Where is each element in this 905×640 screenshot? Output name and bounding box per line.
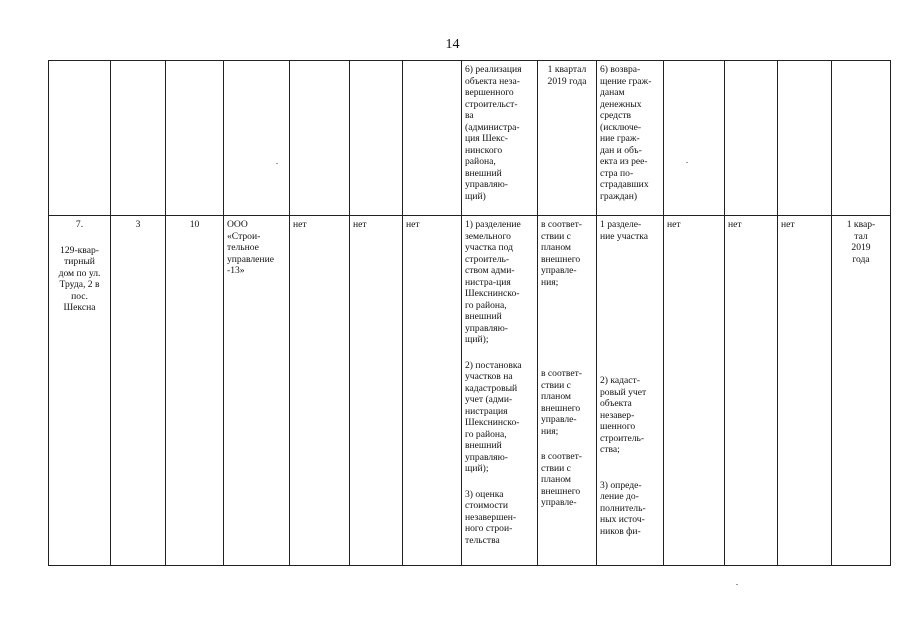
cell-deadline xyxy=(538,61,597,216)
cell-action xyxy=(462,61,538,216)
cell-deadlines xyxy=(538,216,597,566)
cell-empty xyxy=(832,61,891,216)
deadline-2: в соответ- ствии с планом внешнего управле- ния; xyxy=(541,368,582,437)
table-row-continuation xyxy=(49,61,891,216)
result-text: 6) возвра- щение граж- данам денежных средств (исключе- ние граж- дан и объ- екта из рее- стра по- страдавших граждан) xyxy=(600,64,652,202)
cell-empty xyxy=(224,61,290,216)
action-2: 2) постановка участков на кадастровый учет (адми- нистрация Шекснинско- го района, внешний управляю- щий); xyxy=(465,359,522,474)
result-1: 1 разделе- ние участка xyxy=(600,219,649,242)
result-3: 3) опреде- ление до- полнитель- ных источ- ников фи- xyxy=(600,479,646,537)
object-name: 129-квар- тирный дом по ул. Труда, 2 в пос. Шексна xyxy=(58,244,101,313)
cell-col3: 10 xyxy=(166,216,224,566)
cell-developer xyxy=(224,216,290,566)
cell-result xyxy=(597,61,664,216)
action-text: 6) реализация объекта неза- вершенного строительст- ва (администра- ция Шекс- нинского района, внешний управляю- щий) xyxy=(465,64,522,202)
cell-col12: нет xyxy=(725,216,778,566)
scan-speck xyxy=(686,162,688,163)
result-2: 2) кадаст- ровый учет объекта незавер- шенного строитель- ства; xyxy=(600,375,647,455)
cell-empty xyxy=(403,61,462,216)
scan-speck xyxy=(736,584,738,585)
page-number: 14 xyxy=(445,37,460,52)
cell-empty xyxy=(166,61,224,216)
cell-empty xyxy=(49,61,111,216)
deadline-3: в соответ- ствии с планом внешнего управле- xyxy=(541,451,582,508)
cell-final-deadline xyxy=(832,216,891,566)
cell-empty xyxy=(778,61,832,216)
cell-results xyxy=(597,216,664,566)
cell-actions xyxy=(462,216,538,566)
scan-speck xyxy=(276,163,278,164)
cell-col5: нет xyxy=(290,216,350,566)
row-number: 7. xyxy=(75,219,84,230)
cell-col2: 3 xyxy=(111,216,166,566)
cell-col11: нет xyxy=(664,216,725,566)
cell-empty xyxy=(290,61,350,216)
deadline-text: 1 квартал 2019 года xyxy=(547,64,587,87)
cell-col13: нет xyxy=(778,216,832,566)
action-1: 1) разделение земельного участка под строитель- ством адми- нистра-ция Шекснинско- го района, внешний управляю- щий); xyxy=(465,219,521,345)
cell-empty xyxy=(111,61,166,216)
cell-empty xyxy=(725,61,778,216)
deadline-1: в соответ- ствии с планом внешнего управле- ния; xyxy=(541,219,582,288)
cell-number-name xyxy=(49,216,111,566)
final-deadline: 1 квар- тал 2019 года xyxy=(846,219,876,265)
cell-empty xyxy=(350,61,403,216)
plan-table xyxy=(48,60,891,566)
cell-empty xyxy=(664,61,725,216)
action-3: 3) оценка стоимости незавершен- ного строи- тельства xyxy=(465,488,517,546)
table-row-7 xyxy=(49,216,891,566)
developer-name: ООО «Строи- тельное управление -13» xyxy=(227,219,274,276)
cell-col6: нет xyxy=(350,216,403,566)
cell-col7: нет xyxy=(403,216,462,566)
